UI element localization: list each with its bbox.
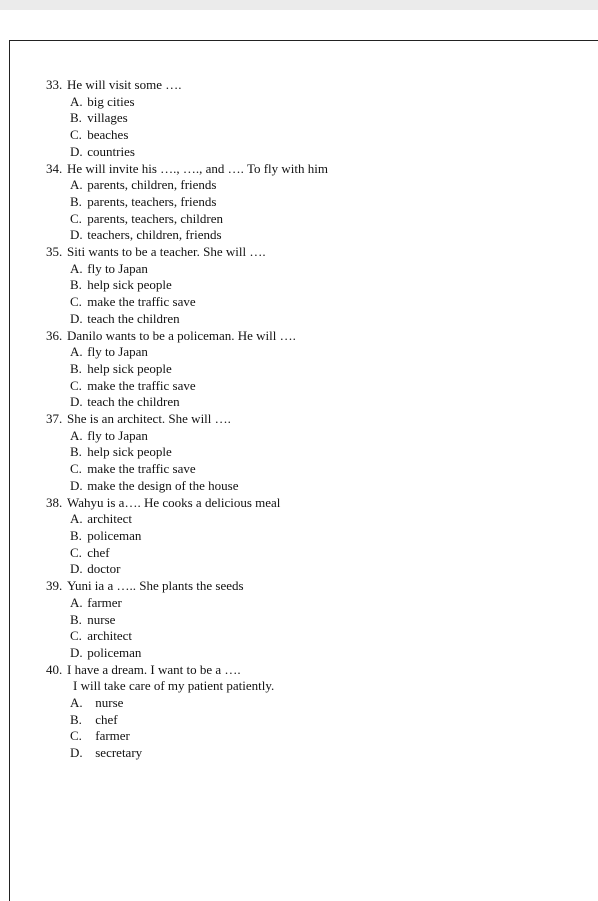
answer-option	[70, 511, 586, 528]
option-letter: D.	[70, 227, 83, 243]
answer-option	[70, 461, 586, 478]
answer-option	[70, 277, 586, 294]
question-text	[46, 495, 586, 512]
option-letter: C.	[70, 377, 82, 393]
answer-option	[70, 294, 586, 311]
option-text: nurse	[87, 611, 116, 627]
option-text: teach the children	[87, 394, 180, 410]
option-letter: D.	[70, 310, 83, 326]
option-text: parents, teachers, friends	[87, 193, 217, 209]
answer-option	[70, 428, 586, 445]
answer-option	[70, 177, 586, 194]
option-letter: D.	[70, 477, 83, 493]
option-letter: C.	[70, 127, 82, 143]
option-text: big cities	[87, 93, 135, 109]
option-letter: B.	[70, 711, 82, 727]
answer-options	[46, 177, 586, 244]
answer-options	[46, 695, 586, 762]
option-letter: C.	[70, 210, 82, 226]
question-36	[46, 328, 586, 412]
option-text: fly to Japan	[87, 260, 148, 276]
option-letter: D.	[70, 745, 83, 761]
option-text: fly to Japan	[87, 427, 148, 443]
answer-options	[46, 595, 586, 662]
question-number: 35.	[46, 244, 63, 260]
answer-option	[70, 695, 586, 712]
option-text: parents, children, friends	[87, 177, 217, 193]
answer-option	[70, 528, 586, 545]
answer-option	[70, 94, 586, 111]
option-letter: C.	[70, 544, 82, 560]
option-letter: D.	[70, 561, 83, 577]
answer-option	[70, 612, 586, 629]
option-text: make the traffic save	[87, 294, 196, 310]
answer-option	[70, 545, 586, 562]
question-list	[46, 77, 586, 762]
option-text: parents, teachers, children	[87, 210, 223, 226]
option-letter: B.	[70, 277, 82, 293]
answer-options	[46, 344, 586, 411]
option-letter: D.	[70, 143, 83, 159]
option-letter: C.	[70, 728, 82, 744]
option-text: policeman	[87, 644, 142, 660]
option-text: help sick people	[87, 360, 172, 376]
answer-options	[46, 94, 586, 161]
answer-option	[70, 311, 586, 328]
answer-options	[46, 511, 586, 578]
answer-option	[70, 728, 586, 745]
answer-option	[70, 712, 586, 729]
top-toolbar-strip	[0, 0, 598, 10]
question-prompt: Danilo wants to be a policeman. He will ….	[67, 327, 296, 343]
answer-option	[70, 344, 586, 361]
option-letter: A.	[70, 177, 83, 193]
question-39	[46, 578, 586, 662]
question-prompt: She is an architect. She will ….	[67, 411, 231, 427]
question-34	[46, 161, 586, 245]
question-prompt: Wahyu is a…. He cooks a delicious meal	[67, 494, 281, 510]
option-text: beaches	[87, 127, 129, 143]
option-letter: D.	[70, 644, 83, 660]
answer-option	[70, 628, 586, 645]
option-letter: C.	[70, 294, 82, 310]
question-35	[46, 244, 586, 328]
question-33	[46, 77, 586, 161]
option-text: doctor	[87, 561, 121, 577]
option-text: make the design of the house	[87, 477, 239, 493]
answer-option	[70, 227, 586, 244]
option-letter: A.	[70, 511, 83, 527]
answer-options	[46, 428, 586, 495]
answer-option	[70, 261, 586, 278]
option-text: farmer	[87, 594, 122, 610]
option-text: help sick people	[87, 444, 172, 460]
option-letter: B.	[70, 193, 82, 209]
answer-option	[70, 595, 586, 612]
question-text	[46, 411, 586, 428]
answer-options	[46, 261, 586, 328]
question-number: 38.	[46, 494, 63, 510]
question-number: 37.	[46, 411, 63, 427]
question-prompt: He will visit some ….	[67, 77, 182, 92]
question-prompt: Siti wants to be a teacher. She will ….	[67, 244, 266, 260]
answer-option	[70, 444, 586, 461]
option-text: architect	[87, 511, 132, 527]
question-text	[46, 77, 586, 94]
question-number: 36.	[46, 327, 63, 343]
option-text: policeman	[87, 527, 142, 543]
option-letter: A.	[70, 344, 83, 360]
option-letter: B.	[70, 527, 82, 543]
option-letter: B.	[70, 110, 82, 126]
question-text	[46, 662, 586, 679]
option-text: farmer	[95, 728, 130, 744]
answer-option	[70, 378, 586, 395]
answer-option	[70, 110, 586, 127]
option-letter: A.	[70, 594, 83, 610]
option-text: teachers, children, friends	[87, 227, 222, 243]
answer-option	[70, 645, 586, 662]
question-subtext: I will take care of my patient patiently.	[73, 678, 275, 694]
question-text	[46, 161, 586, 178]
question-prompt: He will invite his …., …., and …. To fly with him	[67, 160, 329, 176]
option-letter: D.	[70, 394, 83, 410]
answer-option	[70, 194, 586, 211]
option-letter: B.	[70, 444, 82, 460]
option-text: chef	[95, 711, 118, 727]
answer-option	[70, 144, 586, 161]
answer-option	[70, 745, 586, 762]
question-number: 40.	[46, 661, 63, 677]
option-text: teach the children	[87, 310, 180, 326]
option-letter: C.	[70, 628, 82, 644]
option-text: architect	[87, 628, 132, 644]
question-37	[46, 411, 586, 495]
answer-option	[70, 394, 586, 411]
question-38	[46, 495, 586, 579]
question-40	[46, 662, 586, 762]
answer-option	[70, 211, 586, 228]
option-text: fly to Japan	[87, 344, 148, 360]
answer-option	[70, 561, 586, 578]
answer-option	[70, 361, 586, 378]
question-text	[46, 578, 586, 595]
answer-option	[70, 478, 586, 495]
question-text	[46, 328, 586, 345]
question-number: 39.	[46, 578, 63, 594]
option-text: chef	[87, 544, 110, 560]
option-text: make the traffic save	[87, 377, 196, 393]
option-letter: A.	[70, 93, 83, 109]
question-number: 33.	[46, 77, 63, 92]
question-text	[46, 244, 586, 261]
option-text: help sick people	[87, 277, 172, 293]
option-text: secretary	[95, 745, 143, 761]
option-letter: A.	[70, 695, 83, 711]
option-letter: C.	[70, 461, 82, 477]
option-letter: B.	[70, 360, 82, 376]
answer-option	[70, 127, 586, 144]
question-prompt: I have a dream. I want to be a ….	[67, 661, 241, 677]
option-letter: A.	[70, 260, 83, 276]
option-letter: A.	[70, 427, 83, 443]
option-text: nurse	[95, 695, 124, 711]
option-letter: B.	[70, 611, 82, 627]
option-text: make the traffic save	[87, 461, 196, 477]
option-text: countries	[87, 143, 135, 159]
option-text: villages	[87, 110, 128, 126]
question-number: 34.	[46, 160, 63, 176]
question-prompt: Yuni ia a ….. She plants the seeds	[67, 578, 244, 594]
